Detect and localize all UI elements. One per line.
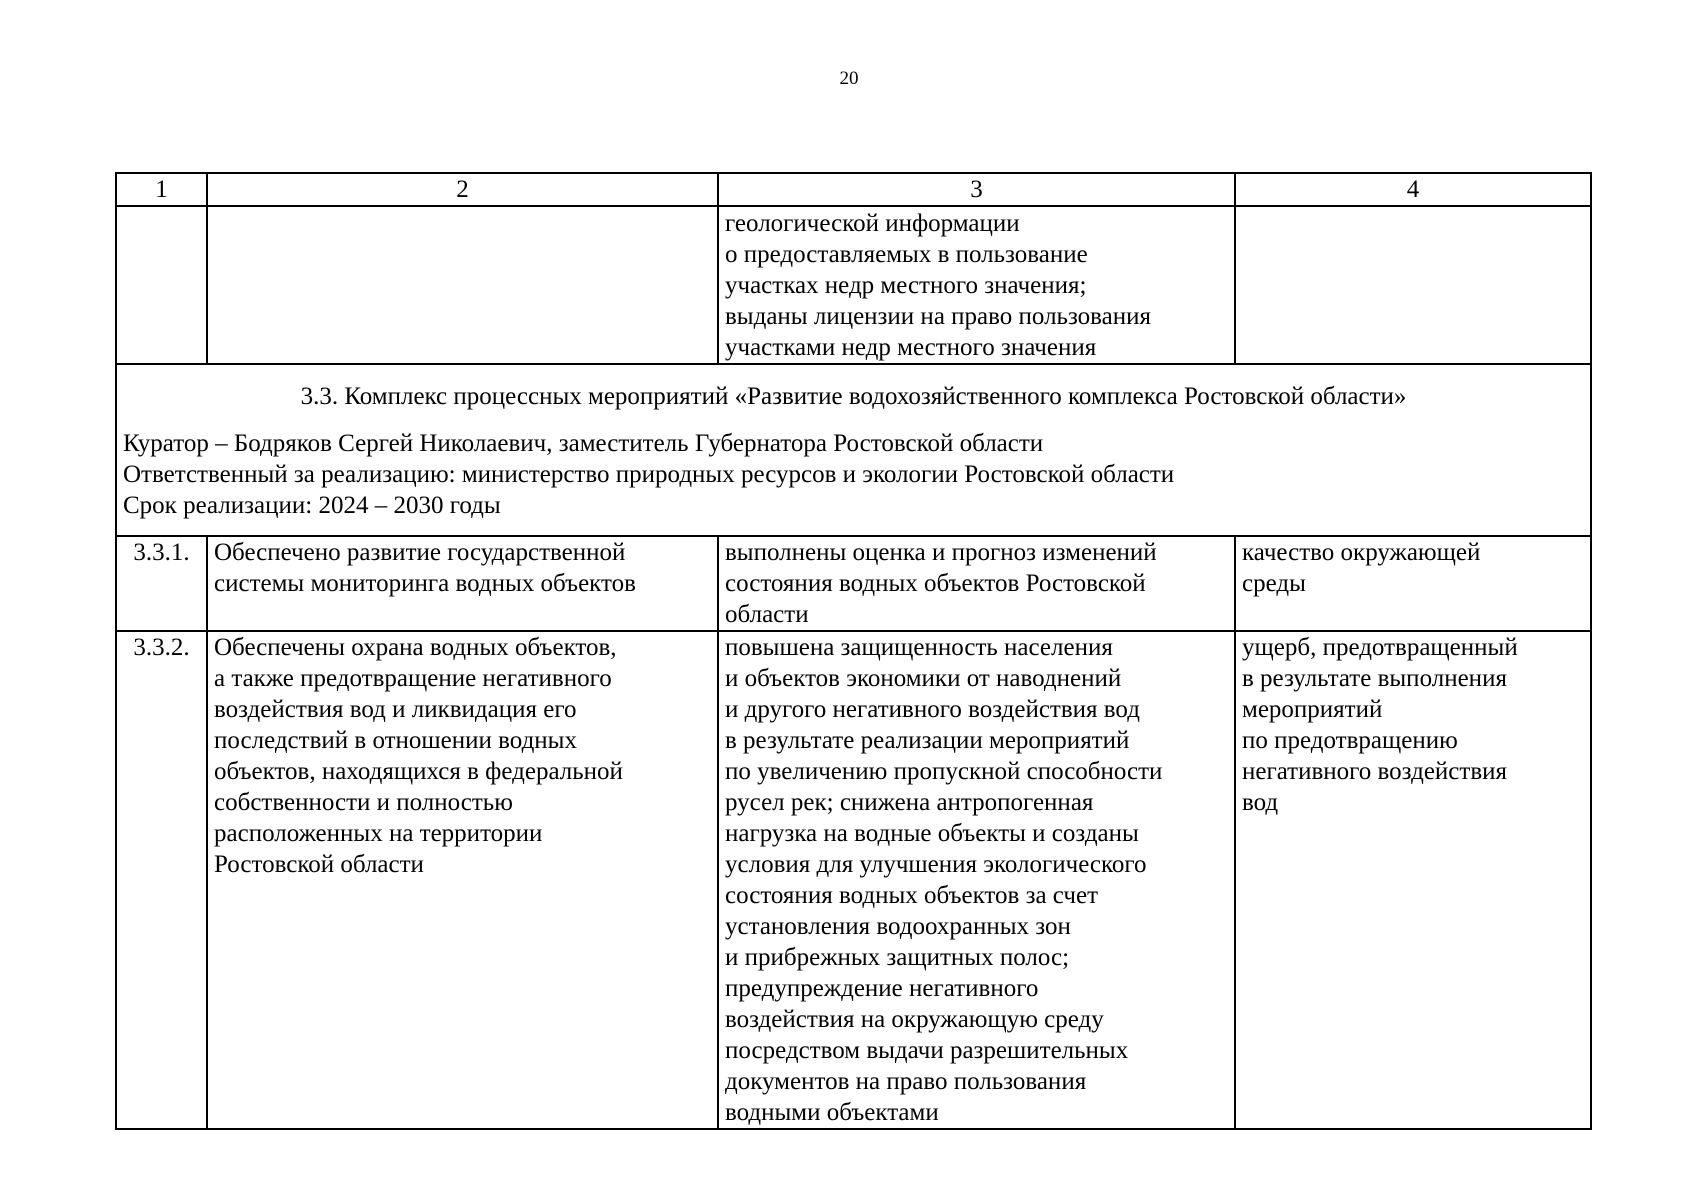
text-line: русел рек; снижена антропогенная <box>725 789 1094 816</box>
text-line: участками недр местного значения <box>725 334 1097 361</box>
text-line: о предоставляемых в пользование <box>725 241 1088 268</box>
section-cell <box>116 364 1591 536</box>
text-line: собственности и полностью <box>214 789 513 816</box>
text-line: состояния водных объектов за счет <box>725 882 1098 909</box>
row-number: 3.3.1. <box>116 536 207 631</box>
text-line: в результате выполнения <box>1242 665 1507 692</box>
text-line: состояния водных объектов Ростовской <box>725 570 1146 597</box>
table-row <box>116 631 1591 1129</box>
cell-task <box>207 631 718 1129</box>
cell-task <box>207 536 718 631</box>
text-line: документов на право пользования <box>725 1068 1087 1095</box>
section-title: 3.3. Комплекс процессных мероприятий «Развитие водохозяйственного комплекса Ростовской области» <box>300 383 1407 410</box>
text-line: объектов, находящихся в федеральной <box>214 758 623 785</box>
text-line: по предотвращению <box>1242 727 1458 754</box>
text-line: воздействия вод и ликвидация его <box>214 696 577 723</box>
text-line: посредством выдачи разрешительных <box>725 1037 1129 1064</box>
text-line: Ростовской области <box>214 851 424 878</box>
cell-indicator <box>1235 536 1591 631</box>
text-line: по увеличению пропускной способности <box>725 758 1163 785</box>
cell-indicator <box>1235 631 1591 1129</box>
header-col-4: 4 <box>1235 173 1591 206</box>
cell-results <box>718 631 1235 1129</box>
text-line: повышена защищенность населения <box>725 634 1113 661</box>
text-line: области <box>725 601 809 628</box>
text-line: последствий в отношении водных <box>214 727 577 754</box>
text-line: Обеспечено развитие государственной <box>214 539 626 566</box>
cell-results <box>718 206 1235 364</box>
header-col-1: 1 <box>116 173 207 206</box>
text-line: среды <box>1242 570 1306 597</box>
table-row-continuation <box>116 206 1591 364</box>
section-curator: Куратор – Бодряков Сергей Николаевич, заместитель Губернатора Ростовской области <box>123 430 1044 457</box>
text-line: качество окружающей <box>1242 539 1481 566</box>
text-line: вод <box>1242 789 1279 816</box>
text-line: условия для улучшения экологического <box>725 851 1147 878</box>
cell-empty <box>207 206 718 364</box>
section-responsible: Ответственный за реализацию: министерство природных ресурсов и экологии Ростовской области <box>123 461 1175 488</box>
page-number: 20 <box>839 68 859 89</box>
section-term: Срок реализации: 2024 – 2030 годы <box>123 492 501 519</box>
text-line: выданы лицензии на право пользования <box>725 303 1152 330</box>
text-line: в результате реализации мероприятий <box>725 727 1130 754</box>
cell-results <box>718 536 1235 631</box>
text-line: и объектов экономики от наводнений <box>725 665 1122 692</box>
text-line: установления водоохранных зон <box>725 913 1071 940</box>
text-line: системы мониторинга водных объектов <box>214 570 636 597</box>
text-line: предупреждение негативного <box>725 975 1039 1002</box>
text-line: негативного воздействия <box>1242 758 1508 785</box>
cell-empty <box>116 206 207 364</box>
text-line: водными объектами <box>725 1099 939 1126</box>
text-line: мероприятий <box>1242 696 1383 723</box>
text-line: Обеспечены охрана водных объектов, <box>214 634 617 661</box>
row-number: 3.3.2. <box>116 631 207 1129</box>
cell-empty <box>1235 206 1591 364</box>
text-line: участках недр местного значения; <box>725 272 1087 299</box>
text-line: расположенных на территории <box>214 820 543 847</box>
header-col-2: 2 <box>207 173 718 206</box>
text-line: геологической информации <box>725 210 1020 237</box>
text-line: выполнены оценка и прогноз изменений <box>725 539 1157 566</box>
document-table <box>115 172 1592 1130</box>
header-col-3: 3 <box>718 173 1235 206</box>
text-line: а также предотвращение негативного <box>214 665 612 692</box>
text-line: и прибрежных защитных полос; <box>725 944 1070 971</box>
table-header-row <box>116 173 1591 206</box>
text-line: ущерб, предотвращенный <box>1242 634 1518 661</box>
text-line: воздействия на окружающую среду <box>725 1006 1104 1033</box>
table-row <box>116 536 1591 631</box>
table-row-section <box>116 364 1591 536</box>
text-line: и другого негативного воздействия вод <box>725 696 1140 723</box>
text-line: нагрузка на водные объекты и созданы <box>725 820 1139 847</box>
